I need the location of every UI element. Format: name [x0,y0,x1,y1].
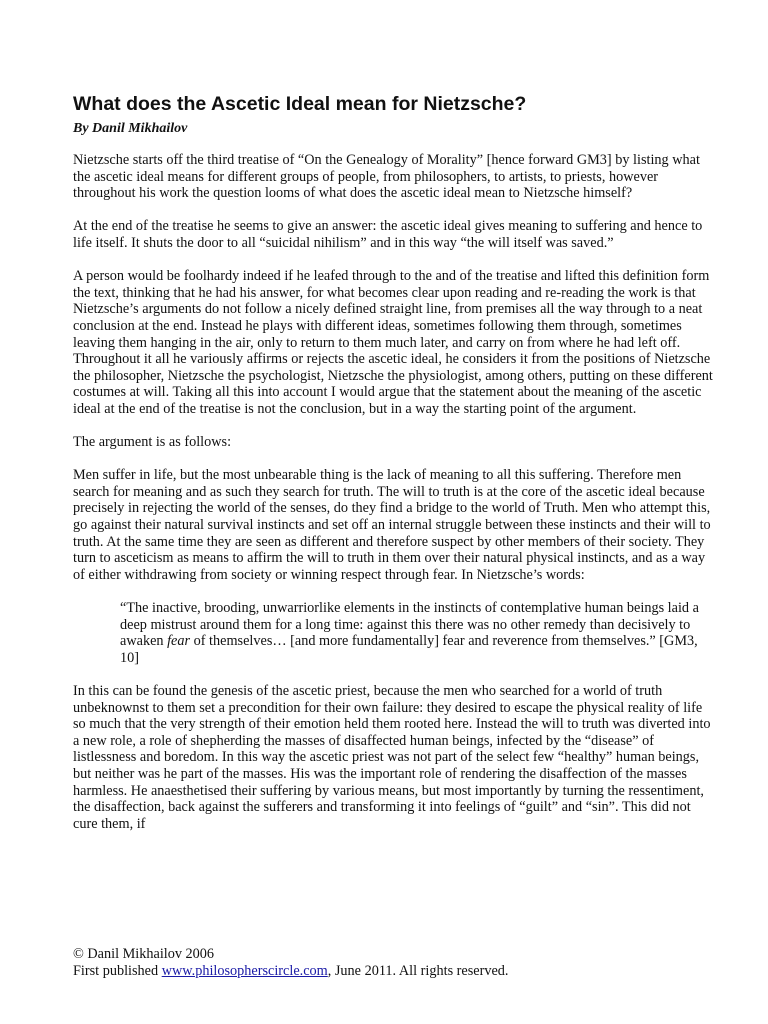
published-prefix: First published [73,962,162,979]
copyright-line: © Danil Mikhailov 2006 [73,946,215,962]
quote-text-after: of themselves… [and more fundamentally] fear and reverence from themselves.” [GM3, 10] [120,633,698,666]
paragraph-argument-intro: The argument is as follows: [73,434,232,451]
quote-text-before: “The inactive, brooding, unwarriorlike elements in the instincts of contemplative human beings laid a deep mistrust around them for a long time: against this there was no other remedy than decisively to awaken [120,600,699,650]
website-link[interactable]: www.philosopherscircle.com [161,962,328,979]
paragraph-answer: At the end of the treatise he seems to give an answer: the ascetic ideal gives meaning to suffering and hence to life itself. It shuts the door to all “suicidal nihilism” and in this way “the will itself was saved.” [73,218,703,251]
author-byline: By Danil Mikhailov [73,121,188,136]
paragraph-men-suffer: Men suffer in life, but the most unbearable thing is the lack of meaning to all this suffering. Therefore men search for meaning and as such they search for truth. The will to truth is at the core of the ascetic ideal because precisely in rejecting the world of the senses, do they find a bridge to the world of Truth. Men who attempt this, go against their natural survival instincts and set off an internal struggle between these instincts and their will to truth. At the same time they are seen as different and therefore suspect by other members of their society. They turn to asceticism as means to affirm the will to truth in them over their natural physical instincts, and as a way of either withdrawing from society or winning respect through fear. In Nietzsche’s words: [73,467,711,583]
quote-emphasis: fear [167,633,191,650]
page-footer [73,946,713,979]
document-title: What does the Ascetic Ideal mean for Nietzsche? [73,93,527,115]
published-suffix: , June 2011. All rights reserved. [327,962,509,979]
published-line [73,963,713,980]
block-quote [73,600,713,666]
paragraph-foolhardy: A person would be foolhardy indeed if he leafed through to the and of the treatise and lifted this definition form the text, thinking that he had his answer, for what becomes clear upon reading and re-reading the work is that Nietzsche’s arguments do not follow a nicely defined straight line, from premises all the way through to a neat conclusion at the end. Instead he plays with different ideas, sometimes following them through, sometimes leaving them hanging in the air, only to return to them much later, and carry on from where he had left off. Throughout it all he variously affirms or rejects the ascetic ideal, he considers it from the positions of Nietzsche the philosopher, Nietzsche the psychologist, Nietzsche the physiologist, among others, putting on these different costumes at will. Taking all this into account I would argue that the statement about the meaning of the ascetic ideal at the end of the treatise is not the conclusion, but in a way the starting point of the argument. [73,268,713,417]
document-body [73,152,713,849]
paragraph-intro: Nietzsche starts off the third treatise of “On the Genealogy of Morality” [hence forward GM3] by listing what the ascetic ideal means for different groups of people, from philosophers, to artists, to priests, however throughout his work the question looms of what does the ascetic ideal mean to Nietzsche himself? [73,152,700,202]
paragraph-ascetic-priest: In this can be found the genesis of the ascetic priest, because the men who searched for a world of truth unbeknownst to them set a precondition for their own failure: they desired to escape the physical reality of life so much that the very strength of their emotion held them rooted here. Instead the will to truth was diverted into a new role, a role of shepherding the masses of disaffected human beings, infected by the “disease” of listlessness and boredom. In this way the ascetic priest was not part of the select few “healthy” human beings, but neither was he part of the masses. His was the important role of rendering the disaffection of the masses harmless. He anaesthetised their suffering by various means, but most importantly by turning the ressentiment, the disaffection, back against the sufferers and transforming it into feelings of “guilt” and “sin”. This did not cure them, if [73,683,711,832]
